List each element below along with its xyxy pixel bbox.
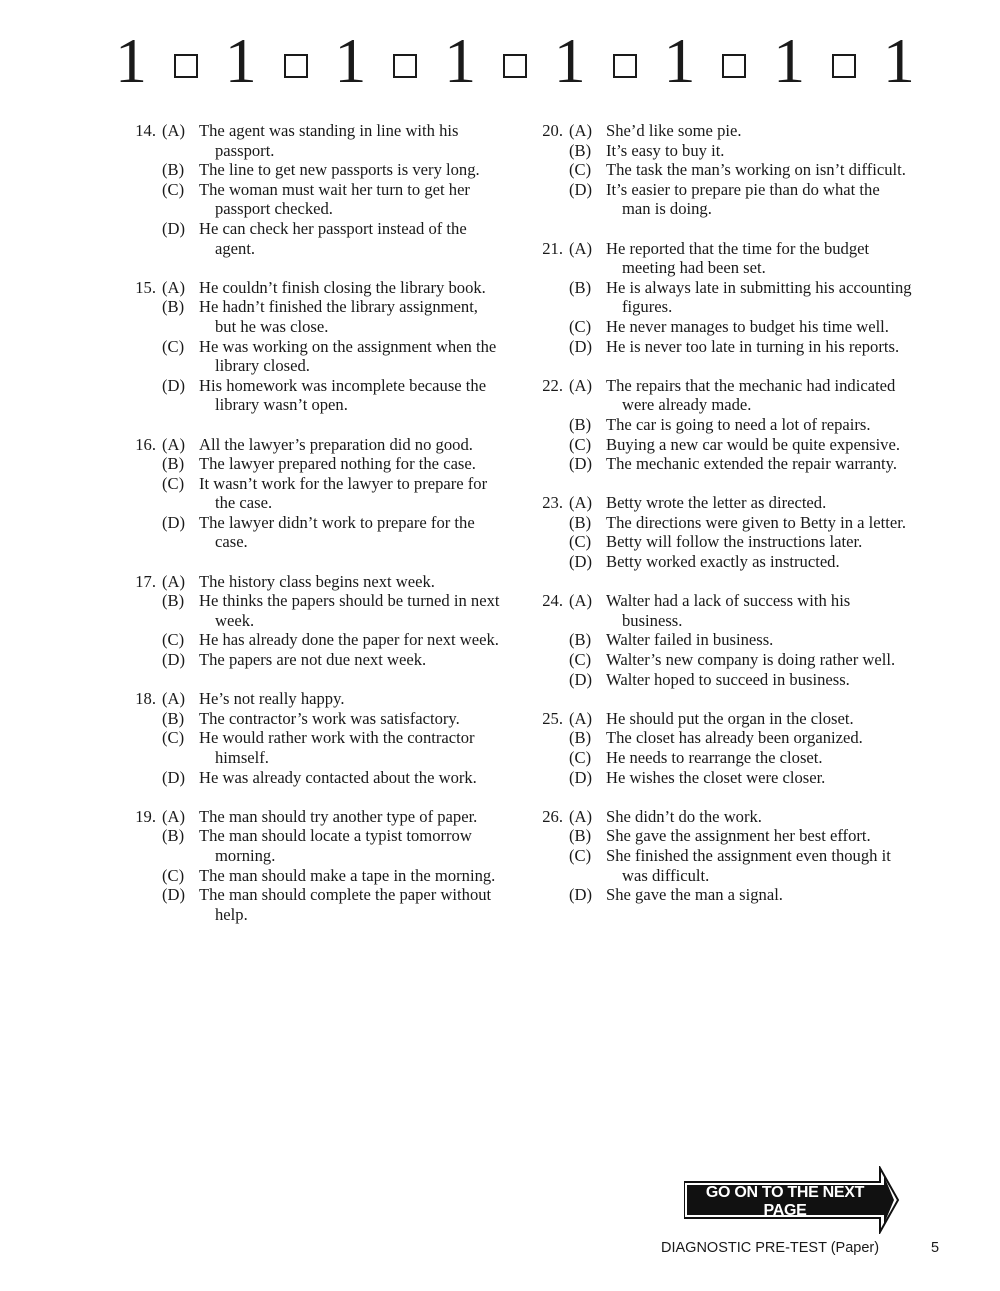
question-item (120, 572, 500, 670)
section-number: 1 (663, 25, 696, 96)
option-letter: (B) (569, 140, 592, 160)
answer-option (120, 160, 500, 180)
footer-title: DIAGNOSTIC PRE-TEST (Paper) (661, 1240, 880, 1256)
option-letter: (C) (569, 316, 592, 336)
question-number-spacer (120, 650, 162, 670)
question-number-spacer (527, 415, 569, 435)
answer-option (527, 454, 912, 474)
option-text: The repairs that the mechanic had indicated were already made. (606, 375, 896, 415)
option-text: He reported that the time for the budget meeting had been set. (606, 238, 870, 278)
option-text: He can check her passport instead of the agent. (199, 218, 467, 258)
answer-option (120, 630, 500, 650)
option-letter: (B) (162, 454, 185, 474)
answer-option (120, 121, 500, 160)
option-letter: (B) (569, 512, 592, 532)
question-number-spacer (527, 141, 569, 161)
option-letter: (C) (162, 630, 185, 650)
question-number: 18. (135, 689, 156, 709)
option-letter: (D) (162, 885, 186, 905)
option-text: The car is going to need a lot of repairs. (606, 414, 871, 434)
option-letter: (A) (569, 806, 593, 826)
square-box-icon (284, 54, 308, 78)
question-number-spacer (527, 317, 569, 337)
question-number-spacer (120, 591, 162, 630)
option-text: The contractor’s work was satisfactory. (199, 708, 460, 728)
option-letter: (B) (162, 708, 185, 728)
option-letter: (D) (569, 669, 593, 689)
option-letter: (D) (569, 767, 593, 787)
question-number-spacer (527, 826, 569, 846)
option-text: The task the man’s working on isn’t difficult. (606, 160, 906, 180)
question-number-spacer (120, 180, 162, 219)
option-letter: (B) (569, 728, 592, 748)
question-item (527, 376, 912, 474)
option-letter: (C) (569, 160, 592, 180)
option-letter: (D) (162, 375, 186, 395)
option-text: She gave the assignment her best effort. (606, 826, 871, 846)
question-number: 22. (542, 375, 563, 395)
question-number-spacer (120, 376, 162, 415)
question-number-spacer (120, 297, 162, 336)
question-number-spacer (120, 219, 162, 258)
answer-option (120, 474, 500, 513)
option-letter: (B) (162, 297, 185, 317)
option-letter: (D) (569, 552, 593, 572)
option-letter: (C) (162, 336, 185, 356)
option-letter: (A) (162, 434, 186, 454)
answer-option (527, 728, 912, 748)
option-letter: (B) (569, 826, 592, 846)
answer-option (527, 591, 912, 630)
option-letter: (B) (162, 826, 185, 846)
option-text: She didn’t do the work. (606, 806, 762, 826)
answer-option (527, 826, 912, 846)
option-letter: (A) (569, 238, 593, 258)
option-letter: (A) (569, 493, 593, 513)
answer-option (527, 493, 912, 513)
option-letter: (A) (162, 689, 186, 709)
answer-option (120, 454, 500, 474)
option-text: It’s easy to buy it. (606, 140, 725, 160)
option-letter: (D) (569, 454, 593, 474)
option-text: The papers are not due next week. (199, 650, 427, 670)
square-box-icon (393, 54, 417, 78)
answer-option (120, 709, 500, 729)
answer-option (527, 532, 912, 552)
section-number: 1 (334, 25, 367, 96)
option-text: Walter had a lack of success with his business. (606, 591, 851, 630)
option-text: The mechanic extended the repair warranty. (606, 454, 898, 474)
question-number-spacer (527, 435, 569, 455)
option-letter: (C) (162, 865, 185, 885)
option-text: It’s easier to prepare pie than do what the man is doing. (606, 179, 880, 219)
square-box-icon (174, 54, 198, 78)
page-number: 5 (931, 1240, 940, 1256)
option-text: The lawyer prepared nothing for the case. (199, 454, 476, 474)
option-text: He’s not really happy. (199, 689, 345, 709)
answer-option (527, 709, 912, 729)
answer-option (120, 219, 500, 258)
question-number-spacer (120, 513, 162, 552)
option-letter: (A) (569, 121, 593, 140)
go-next-label: GO ON TO THE NEXT PAGE (705, 1184, 865, 1219)
option-text: She gave the man a signal. (606, 885, 783, 905)
answer-option (527, 807, 912, 827)
answer-option (527, 650, 912, 670)
question-item (120, 689, 500, 787)
question-item (120, 435, 500, 553)
section-header (115, 25, 915, 96)
section-number: 1 (553, 25, 586, 96)
question-number: 25. (542, 708, 563, 728)
option-text: The man should complete the paper without help. (199, 885, 492, 924)
question-item (527, 239, 912, 357)
answer-option (527, 376, 912, 415)
option-text: Walter hoped to succeed in business. (606, 669, 850, 689)
option-text: Walter’s new company is doing rather well. (606, 650, 896, 670)
answer-option (527, 768, 912, 788)
answer-option (527, 670, 912, 690)
question-number-spacer (120, 866, 162, 886)
option-text: The line to get new passports is very long. (199, 160, 480, 180)
question-number-spacer (527, 748, 569, 768)
option-letter: (C) (569, 434, 592, 454)
option-letter: (C) (162, 728, 185, 748)
option-text: The man should make a tape in the morning. (199, 865, 496, 885)
option-letter: (C) (162, 179, 185, 199)
question-number-spacer (527, 630, 569, 650)
question-number-spacer (527, 670, 569, 690)
option-text: Betty wrote the letter as directed. (606, 493, 827, 513)
option-text: He is never too late in turning in his reports. (606, 336, 900, 356)
section-number: 1 (444, 25, 477, 96)
question-number: 16. (135, 434, 156, 454)
option-letter: (B) (569, 277, 592, 297)
answer-option (527, 885, 912, 905)
answer-option (527, 180, 912, 219)
questions-column-left (120, 121, 500, 944)
option-text: The man should try another type of paper. (199, 806, 478, 826)
option-letter: (D) (569, 885, 593, 905)
square-box-icon (832, 54, 856, 78)
option-letter: (D) (162, 512, 186, 532)
question-item (527, 493, 912, 571)
option-text: The woman must wait her turn to get her passport checked. (199, 179, 470, 219)
questions-column-right (527, 121, 912, 924)
question-number-spacer (527, 160, 569, 180)
section-number: 1 (115, 25, 147, 96)
question-item (527, 121, 912, 219)
option-letter: (A) (162, 121, 186, 140)
question-item (120, 121, 500, 258)
option-text: Betty will follow the instructions later. (606, 532, 863, 552)
square-box-icon (613, 54, 637, 78)
option-text: His homework was incomplete because the library wasn’t open. (199, 375, 487, 415)
answer-option (527, 435, 912, 455)
question-item (527, 591, 912, 689)
answer-option (120, 572, 500, 592)
option-letter: (A) (569, 708, 593, 728)
question-number: 14. (135, 121, 156, 140)
question-item (120, 807, 500, 925)
question-number-spacer (527, 650, 569, 670)
question-number-spacer (527, 885, 569, 905)
answer-option (527, 278, 912, 317)
question-number-spacer (527, 278, 569, 317)
answer-option (527, 630, 912, 650)
question-number-spacer (120, 337, 162, 376)
option-text: The man should locate a typist tomorrow morning. (199, 826, 472, 865)
answer-option (120, 435, 500, 455)
option-text: He has already done the paper for next week. (199, 630, 499, 650)
option-letter: (A) (162, 806, 186, 826)
question-number: 20. (542, 121, 563, 140)
option-letter: (D) (569, 179, 593, 199)
answer-option (120, 768, 500, 788)
option-letter: (D) (162, 218, 186, 238)
option-text: The agent was standing in line with his passport. (199, 121, 459, 160)
answer-option (120, 297, 500, 336)
question-number: 15. (135, 277, 156, 297)
answer-option (120, 650, 500, 670)
go-to-next-page-banner (684, 1166, 900, 1234)
option-letter: (A) (162, 277, 186, 297)
question-number-spacer (527, 552, 569, 572)
option-text: He should put the organ in the closet. (606, 708, 854, 728)
option-letter: (B) (162, 591, 185, 611)
question-number-spacer (120, 768, 162, 788)
option-text: The directions were given to Betty in a letter. (606, 512, 906, 532)
answer-option (120, 180, 500, 219)
option-text: Betty worked exactly as instructed. (606, 552, 840, 572)
answer-option (120, 885, 500, 924)
answer-option (527, 415, 912, 435)
question-item (527, 709, 912, 787)
option-text: Walter failed in business. (606, 630, 774, 650)
question-number: 21. (542, 238, 563, 258)
question-number-spacer (120, 709, 162, 729)
option-text: He couldn’t finish closing the library book. (199, 277, 486, 297)
question-number-spacer (527, 728, 569, 748)
question-item (527, 807, 912, 905)
question-number-spacer (527, 337, 569, 357)
answer-option (527, 160, 912, 180)
section-number: 1 (224, 25, 257, 96)
option-letter: (D) (162, 767, 186, 787)
square-box-icon (722, 54, 746, 78)
question-number: 24. (542, 591, 563, 611)
option-letter: (C) (569, 845, 592, 865)
answer-option (120, 376, 500, 415)
option-letter: (C) (569, 650, 592, 670)
option-letter: (C) (569, 748, 592, 767)
option-text: It wasn’t work for the lawyer to prepare for the case. (199, 473, 488, 513)
option-text: She’d like some pie. (606, 121, 742, 140)
question-number: 17. (135, 571, 156, 591)
option-text: He would rather work with the contractor himself. (199, 728, 475, 767)
question-number: 19. (135, 806, 156, 826)
option-letter: (D) (162, 650, 186, 670)
question-number-spacer (527, 454, 569, 474)
option-text: The history class begins next week. (199, 571, 435, 591)
option-text: He wishes the closet were closer. (606, 767, 826, 787)
question-number-spacer (120, 885, 162, 924)
answer-option (527, 239, 912, 278)
answer-option (527, 552, 912, 572)
answer-option (120, 728, 500, 767)
option-letter: (A) (162, 571, 186, 591)
option-letter: (C) (162, 473, 185, 493)
option-text: He was working on the assignment when the library closed. (199, 336, 497, 376)
question-number: 26. (542, 806, 563, 826)
section-number: 1 (773, 25, 806, 96)
answer-option (120, 826, 500, 865)
question-number-spacer (527, 180, 569, 219)
option-text: The lawyer didn’t work to prepare for the case. (199, 512, 475, 552)
option-text: He was already contacted about the work. (199, 767, 477, 787)
option-letter: (B) (569, 414, 592, 434)
option-letter: (B) (162, 160, 185, 180)
option-letter: (A) (569, 591, 593, 611)
option-text: She finished the assignment even though it was difficult. (606, 845, 891, 885)
square-box-icon (503, 54, 527, 78)
option-text: He is always late in submitting his accounting figures. (606, 277, 912, 317)
option-letter: (D) (569, 336, 593, 356)
question-number-spacer (527, 532, 569, 552)
option-letter: (B) (569, 630, 592, 650)
answer-option (120, 278, 500, 298)
answer-option (120, 866, 500, 886)
section-number: 1 (882, 25, 915, 96)
answer-option (120, 337, 500, 376)
answer-option (120, 513, 500, 552)
question-number-spacer (120, 826, 162, 865)
option-text: He hadn’t finished the library assignment, but he was close. (199, 297, 478, 336)
answer-option (120, 689, 500, 709)
question-number-spacer (120, 474, 162, 513)
answer-option (527, 846, 912, 885)
answer-option (527, 337, 912, 357)
option-text: He never manages to budget his time well. (606, 316, 889, 336)
answer-option (120, 807, 500, 827)
answer-option (527, 513, 912, 533)
answer-option (527, 121, 912, 141)
option-text: The closet has already been organized. (606, 728, 863, 748)
question-number-spacer (527, 513, 569, 533)
option-letter: (A) (569, 375, 593, 395)
question-number-spacer (120, 454, 162, 474)
answer-option (527, 748, 912, 768)
question-item (120, 278, 500, 415)
option-text: He thinks the papers should be turned in next week. (199, 591, 500, 630)
option-letter: (C) (569, 532, 592, 552)
question-number-spacer (527, 846, 569, 885)
answer-option (527, 141, 912, 161)
answer-option (527, 317, 912, 337)
option-text: He needs to rearrange the closet. (606, 748, 823, 767)
answer-option (120, 591, 500, 630)
question-number: 23. (542, 493, 563, 513)
question-number-spacer (120, 630, 162, 650)
option-text: All the lawyer’s preparation did no good. (199, 434, 473, 454)
question-number-spacer (527, 768, 569, 788)
option-text: Buying a new car would be quite expensive. (606, 434, 900, 454)
question-number-spacer (120, 160, 162, 180)
question-number-spacer (120, 728, 162, 767)
